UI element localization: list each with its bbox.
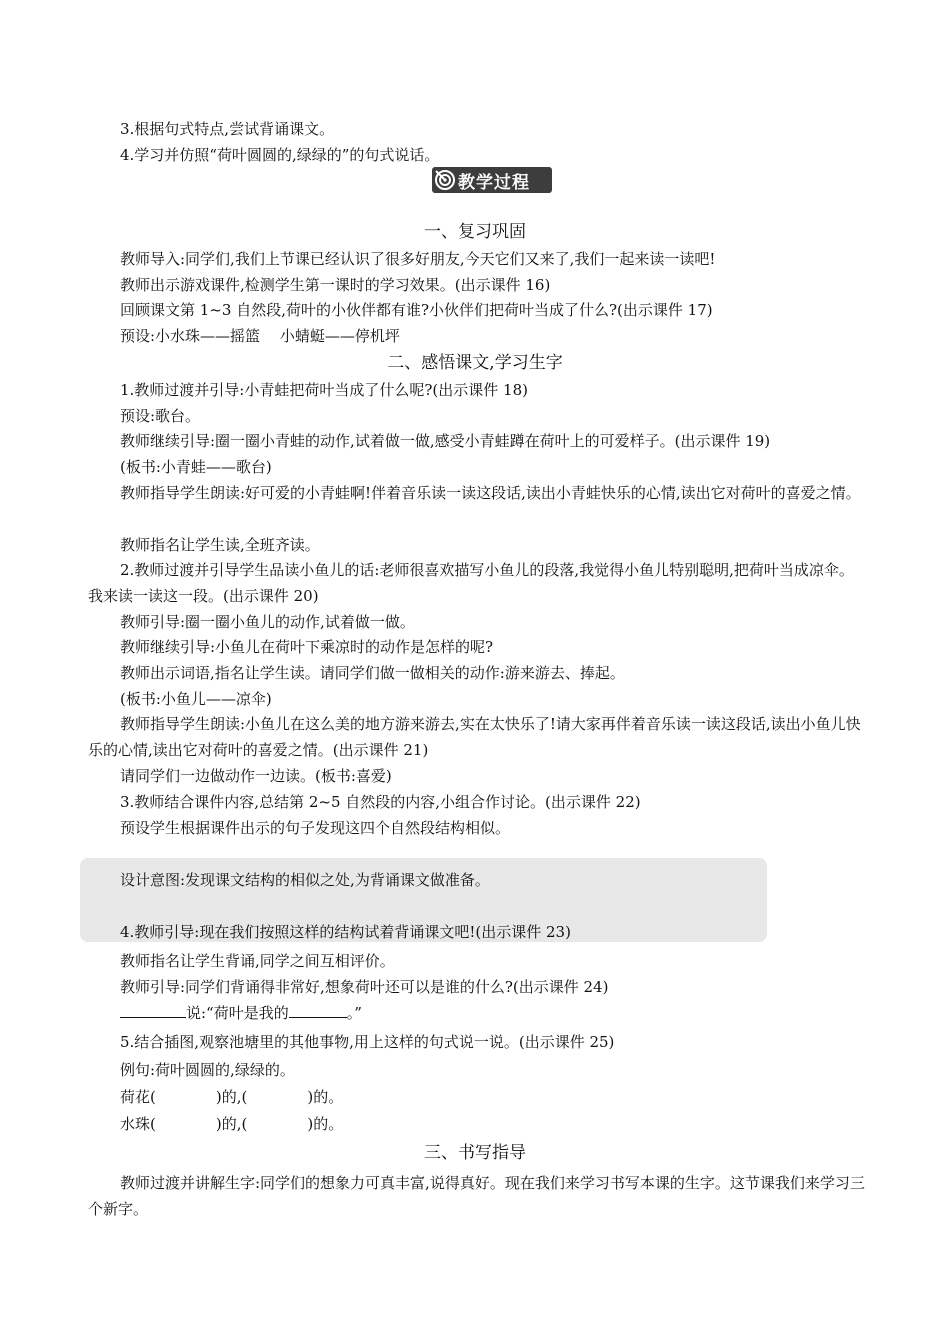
fill-in-sentence: 说:“荷叶是我的 。”	[120, 1003, 362, 1023]
paragraph: 1.教师过渡并引导:小青蛙把荷叶当成了什么呢?(出示课件 18)	[120, 381, 528, 399]
paragraph: 教师导入:同学们,我们上节课已经认识了很多好朋友,今天它们又来了,我们一起来读一读吧!	[120, 250, 716, 268]
design-intent: 设计意图:发现课文结构的相似之处,为背诵课文做准备。	[120, 871, 490, 889]
answer-blank	[289, 1003, 347, 1018]
paragraph: 教师指导学生朗读:好可爱的小青蛙啊!伴着音乐读一读这段话,读出小青蛙快乐的心情,读出它对荷叶的喜爱之情。	[120, 484, 861, 502]
paragraph: 3.教师结合课件内容,总结第 2~5 自然段的内容,小组合作讨论。(出示课件 22)	[120, 793, 641, 811]
example-sentence: 例句:荷叶圆圆的,绿绿的。	[120, 1061, 295, 1079]
section-badge	[432, 167, 552, 193]
heading-part1: 一、复习巩固	[424, 222, 526, 242]
paragraph: 4.教师引导:现在我们按照这样的结构试着背诵课文吧!(出示课件 23)	[120, 923, 571, 941]
paragraph: 教师引导:同学们背诵得非常好,想象荷叶还可以是谁的什么?(出示课件 24)	[120, 978, 609, 996]
objective-4: 4.学习并仿照“荷叶圆圆的,绿绿的”的句式说话。	[120, 146, 440, 164]
heading-part3: 三、书写指导	[424, 1143, 526, 1163]
paragraph: 预设学生根据课件出示的句子发现这四个自然段结构相似。	[120, 819, 511, 837]
paragraph: 回顾课文第 1~3 自然段,荷叶的小伙伴都有谁?小伙伴们把荷叶当成了什么?(出示课件 17)	[120, 301, 713, 319]
heading-part2: 二、感悟课文,学习生字	[387, 353, 563, 373]
paragraph: 教师出示游戏课件,检测学生第一课时的学习效果。(出示课件 16)	[120, 276, 551, 294]
paragraph: 2.教师过渡并引导学生品读小鱼儿的话:老师很喜欢描写小鱼儿的段落,我觉得小鱼儿特别聪明,把荷叶当成凉伞。我来读一读这一段。(出示课件 20)	[88, 561, 854, 605]
paragraph: 教师指名让学生背诵,同学之间互相评价。	[120, 952, 395, 970]
paragraph: 教师指名让学生读,全班齐读。	[120, 536, 320, 554]
objective-3: 3.根据句式特点,尝试背诵课文。	[120, 120, 335, 138]
practice-line: 荷花( )的,( )的。	[120, 1088, 344, 1106]
paragraph: 预设:歌台。	[120, 407, 201, 425]
paragraph: 教师出示词语,指名让学生读。请同学们做一做相关的动作:游来游去、捧起。	[120, 664, 625, 682]
paragraph: 教师继续引导:小鱼儿在荷叶下乘凉时的动作是怎样的呢?	[120, 638, 494, 656]
paragraph: 教师过渡并讲解生字:同学们的想象力可真丰富,说得真好。现在我们来学习书写本课的生字。这节课我们来学习三个新字。	[88, 1174, 865, 1218]
paragraph: 教师引导:圈一圈小鱼儿的动作,试着做一做。	[120, 613, 415, 631]
paragraph: 请同学们一边做动作一边读。(板书:喜爱)	[120, 767, 392, 785]
target-icon	[432, 167, 458, 193]
paragraph: 教师指导学生朗读:小鱼儿在这么美的地方游来游去,实在太快乐了!请大家再伴着音乐读一读这段话,读出小鱼儿快乐的心情,读出它对荷叶的喜爱之情。(出示课件 21)	[88, 715, 861, 759]
paragraph: (板书:小鱼儿——凉伞)	[120, 690, 272, 708]
paragraph: 5.结合插图,观察池塘里的其他事物,用上这样的句式说一说。(出示课件 25)	[120, 1033, 615, 1051]
paragraph: 教师继续引导:圈一圈小青蛙的动作,试着做一做,感受小青蛙蹲在荷叶上的可爱样子。(出示课件 19)	[120, 432, 771, 450]
section-badge-label: 教学过程	[458, 172, 530, 193]
paragraph: (板书:小青蛙——歌台)	[120, 458, 272, 476]
answer-blank	[120, 1003, 186, 1018]
practice-line: 水珠( )的,( )的。	[120, 1115, 344, 1133]
paragraph: 预设:小水珠——摇篮 小蜻蜓——停机坪	[120, 327, 400, 345]
